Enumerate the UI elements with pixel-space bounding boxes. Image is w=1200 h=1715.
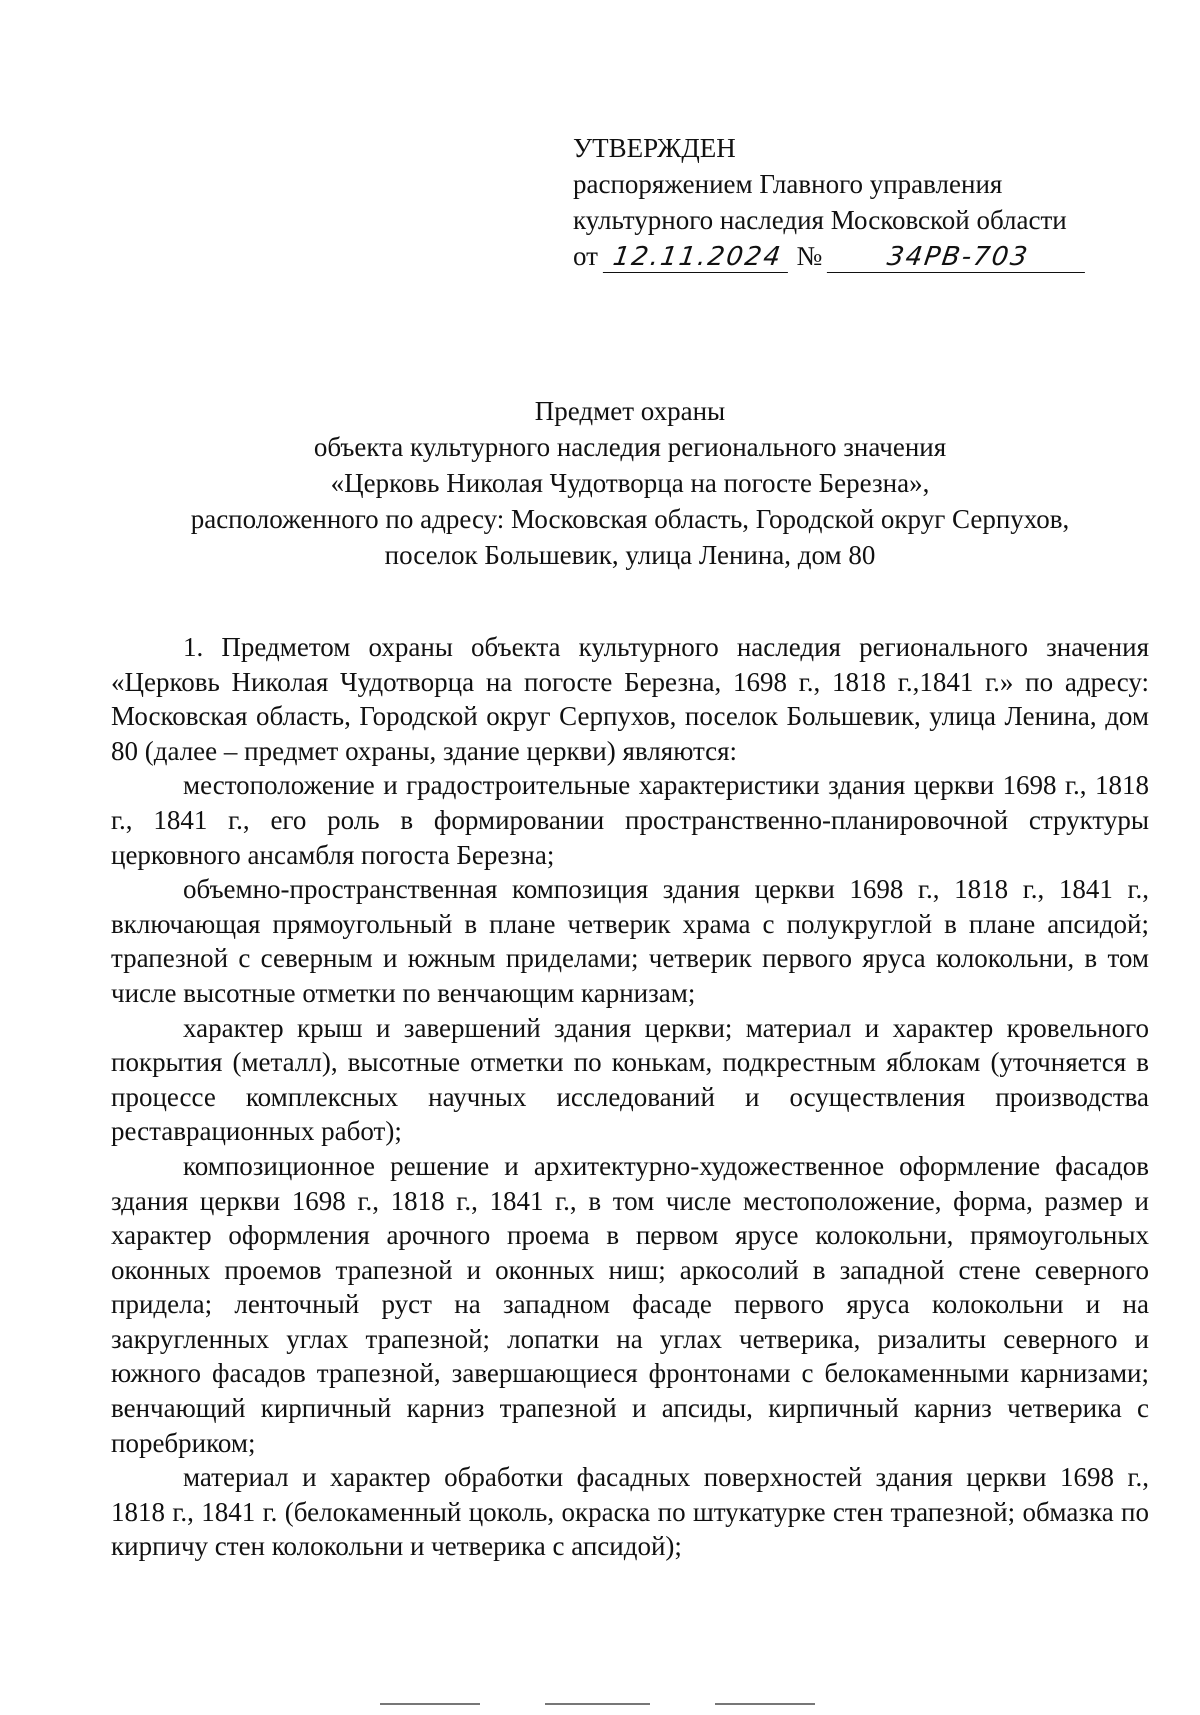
number-label: № bbox=[796, 241, 823, 271]
title-line-5: поселок Большевик, улица Ленина, дом 80 bbox=[384, 540, 876, 570]
from-label: от bbox=[573, 241, 598, 271]
document-title bbox=[100, 393, 1160, 573]
bottom-mark-left bbox=[380, 1703, 480, 1705]
paragraph-3: объемно-пространственная композиция здания церкви 1698 г., 1818 г., 1841 г., включающая прямоугольный в плане четверик храма с полукруглой в плане апсидой; трапезной с северным и южным приделами; четверик первого яруса колокольни, в том числе высотные отметки по венчающим карнизам; bbox=[111, 874, 1149, 1008]
title-line-1: Предмет охраны bbox=[534, 396, 726, 426]
approval-date-number-row bbox=[573, 238, 1093, 274]
approval-stamp-block bbox=[573, 130, 1093, 274]
paragraph-1: 1. Предметом охраны объекта культурного наследия регионального значения «Церковь Николая Чудотворца на погосте Березна, 1698 г., 1818 г.,1841 г.» по адресу: Московская область, Городской округ Серпухов, поселок Большевик, улица Ленина, дом 80 (далее – предмет охраны, здание церкви) являются: bbox=[111, 632, 1149, 766]
paragraph-6: материал и характер обработки фасадных поверхностей здания церкви 1698 г., 1818 г., 1841 г. (белокаменный цоколь, окраска по штукатурке стен трапезной; обмазка по кирпичу стен колокольни и четверика с апсидой); bbox=[111, 1462, 1149, 1562]
paragraph-2: местоположение и градостроительные характеристики здания церкви 1698 г., 1818 г., 1841 г., его роль в формировании пространственно-планировочной структуры церковного ансамбля погоста Березна; bbox=[111, 770, 1149, 870]
page-bottom-marks bbox=[0, 1703, 1200, 1707]
approval-line-2: культурного наследия Московской области bbox=[573, 205, 1067, 235]
bottom-mark-center bbox=[545, 1703, 650, 1705]
bottom-mark-right bbox=[715, 1703, 815, 1705]
handwritten-number: 34РВ-703 bbox=[827, 242, 1089, 273]
title-line-4: расположенного по адресу: Московская область, Городской округ Серпухов, bbox=[190, 504, 1070, 534]
document-body bbox=[111, 630, 1149, 1564]
approval-heading: УТВЕРЖДЕН bbox=[573, 133, 736, 163]
approval-line-1: распоряжением Главного управления bbox=[573, 169, 1003, 199]
handwritten-date: 12.11.2024 bbox=[603, 242, 792, 273]
title-line-3: «Церковь Николая Чудотворца на погосте Березна», bbox=[330, 468, 930, 498]
paragraph-4: характер крыш и завершений здания церкви; материал и характер кровельного покрытия (металл), высотные отметки по конькам, подкрестным яблокам (уточняется в процессе комплексных научных исследований и осуществления производства реставрационных работ); bbox=[111, 1012, 1149, 1147]
title-line-2: объекта культурного наследия регионального значения bbox=[313, 432, 947, 462]
paragraph-5: композиционное решение и архитектурно-художественное оформление фасадов здания церкви 1698 г., 1818 г., 1841 г., в том числе местоположение, форма, размер и характер оформления арочного проема в первом ярусе колокольни, прямоугольных оконных проемов трапезной и оконных ниш; аркосолий в западной стене северного придела; ленточный руст на западном фасаде первого яруса колокольни и на закругленных углах трапезной; лопатки на углах четверика, ризалиты северного и южного фасадов трапезной, завершающиеся фронтонами с белокаменными карнизами; венчающий кирпичный карниз трапезной и апсиды, кирпичный карниз четверика с поребриком; bbox=[111, 1150, 1149, 1458]
